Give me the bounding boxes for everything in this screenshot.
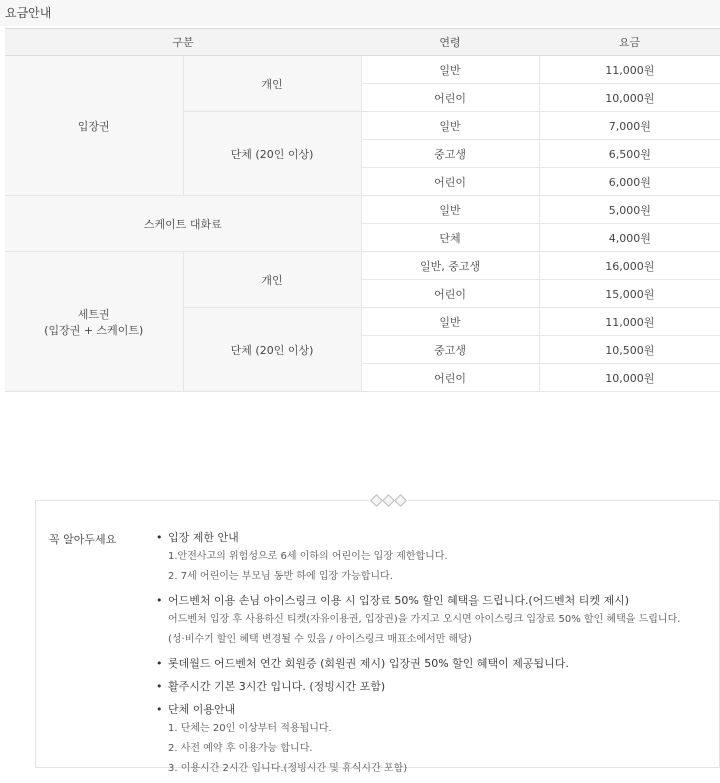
age-cell: 일반 <box>361 196 539 224</box>
table-header-row <box>5 29 720 56</box>
section-title: 요금안내 <box>5 6 52 20</box>
notice-title: 꼭 알아두세요 <box>49 533 117 546</box>
notice-item-line: 1. 단체는 20인 이상부터 적용됩니다. <box>168 723 332 734</box>
list-item <box>156 654 716 673</box>
table-row <box>5 252 720 280</box>
subgroup-set-individual: 개인 <box>183 252 361 308</box>
fee-cell: 11,000원 <box>539 308 720 336</box>
notice-item-line: (성·비수기 할인 혜택 변경될 수 있음 / 아이스링크 매표소에서만 해당) <box>168 634 472 645</box>
age-cell: 일반 <box>361 112 539 140</box>
notice-item-line: 2. 사전 예약 후 이용가능 합니다. <box>168 743 313 754</box>
age-cell: 일반, 중고생 <box>361 252 539 280</box>
notice-item-head: 롯데월드 어드벤처 연간 회원증 (회원권 제시) 입장권 50% 할인 혜택이 제공됩니다. <box>168 657 569 670</box>
bullet-icon: • <box>156 531 163 544</box>
fee-cell: 11,000원 <box>539 56 720 84</box>
age-cell: 어린이 <box>361 364 539 392</box>
fee-cell: 6,500원 <box>539 140 720 168</box>
list-item <box>156 591 716 650</box>
age-cell: 일반 <box>361 308 539 336</box>
subgroup-entrance-individual: 개인 <box>183 56 361 112</box>
fee-cell: 10,500원 <box>539 336 720 364</box>
table-row <box>5 56 720 84</box>
list-item <box>156 700 716 779</box>
age-cell: 어린이 <box>361 84 539 112</box>
header-fee: 요금 <box>539 29 720 56</box>
fee-cell: 10,000원 <box>539 364 720 392</box>
fee-cell: 10,000원 <box>539 84 720 112</box>
fee-cell: 7,000원 <box>539 112 720 140</box>
fee-cell: 16,000원 <box>539 252 720 280</box>
fee-cell: 5,000원 <box>539 196 720 224</box>
bullet-icon: • <box>156 680 163 693</box>
group-set-sublabel: (입장권 + 스케이트) <box>44 323 144 337</box>
notice-list <box>156 528 716 783</box>
list-item <box>156 677 716 696</box>
age-cell: 중고생 <box>361 336 539 364</box>
subgroup-entrance-group: 단체 (20인 이상) <box>183 112 361 196</box>
notice-item-line: 어드벤처 입장 후 사용하신 티켓(자유이용권, 입장권)을 가지고 오시면 아이스링크 입장료 50% 할인 혜택을 드립니다. <box>168 614 681 625</box>
age-cell: 단체 <box>361 224 539 252</box>
fee-cell: 4,000원 <box>539 224 720 252</box>
list-item <box>156 528 716 587</box>
title-bar <box>0 0 720 26</box>
group-set-label: 세트권 <box>77 307 110 321</box>
table-row <box>5 196 720 224</box>
bullet-icon: • <box>156 657 163 670</box>
age-cell: 중고생 <box>361 140 539 168</box>
fee-table <box>5 28 720 392</box>
notice-item-head: 활주시간 기본 3시간 입니다. (정빙시간 포함) <box>168 680 386 693</box>
bullet-icon: • <box>156 703 163 716</box>
notice-item-line: 2. 7세 어린이는 부모님 동반 하에 입장 가능합니다. <box>168 571 393 582</box>
header-age: 연령 <box>361 29 539 56</box>
notice-item-head: 단체 이용안내 <box>168 703 236 716</box>
group-skate: 스케이트 대화료 <box>5 196 361 252</box>
group-entrance: 입장권 <box>5 56 183 196</box>
fee-cell: 6,000원 <box>539 168 720 196</box>
notice-item-line: 3. 이용시간 2시간 입니다.(정빙시간 및 휴식시간 포함) <box>168 763 408 774</box>
fee-cell: 15,000원 <box>539 280 720 308</box>
subgroup-set-group: 단체 (20인 이상) <box>183 308 361 392</box>
notice-item-line: 1.안전사고의 위험성으로 6세 이하의 어린이는 입장 제한합니다. <box>168 551 448 562</box>
notice-item-head: 입장 제한 안내 <box>168 531 239 544</box>
age-cell: 어린이 <box>361 280 539 308</box>
age-cell: 어린이 <box>361 168 539 196</box>
group-set <box>5 252 183 392</box>
header-category: 구분 <box>5 29 361 56</box>
notice-item-head: 어드벤처 이용 손님 아이스링크 이용 시 입장료 50% 할인 혜택을 드립니다.(어드벤처 티켓 제시) <box>168 594 630 607</box>
age-cell: 일반 <box>361 56 539 84</box>
bullet-icon: • <box>156 594 163 607</box>
